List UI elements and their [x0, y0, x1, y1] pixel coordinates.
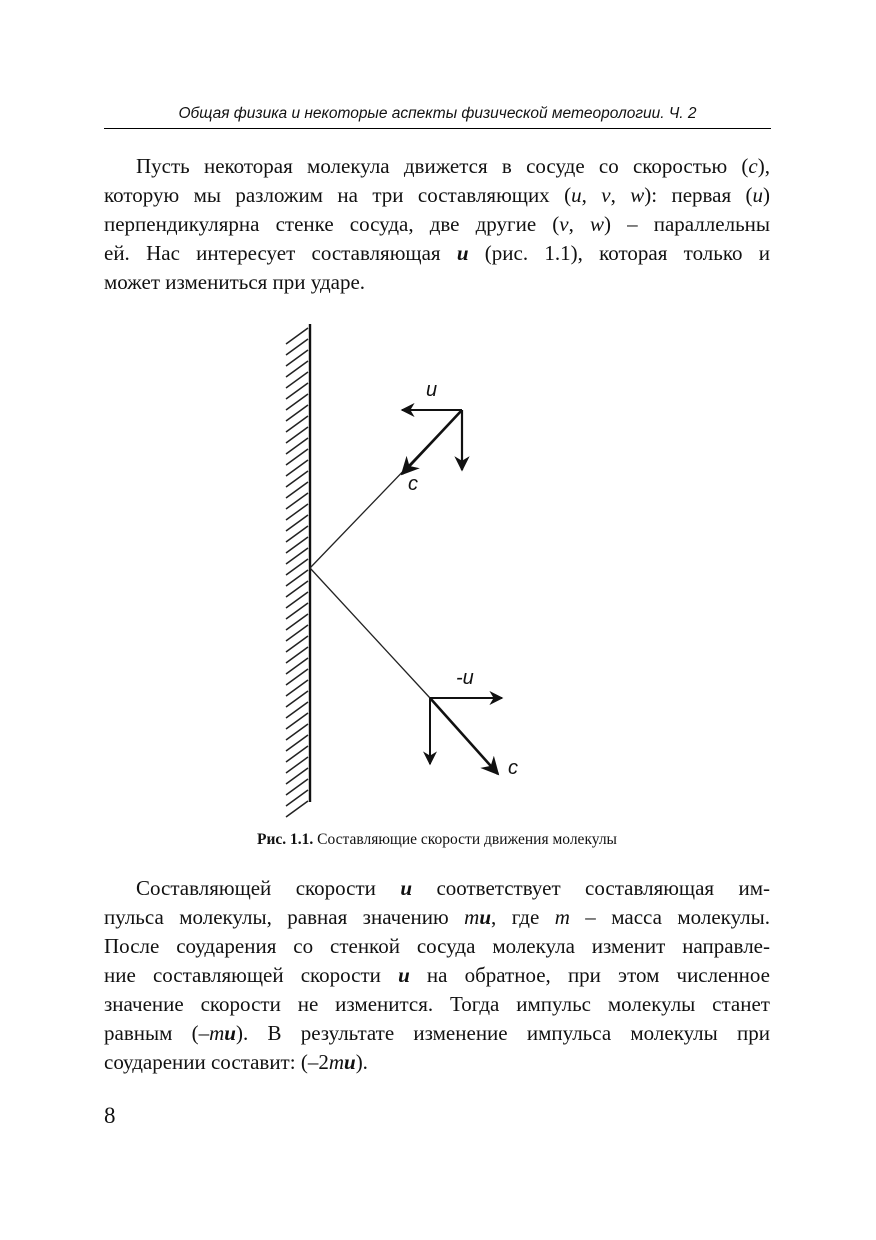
paragraph-line: перпендикулярна стенке сосуда, две другие (v, w) – параллельны: [104, 212, 770, 236]
caption-text: Составляющие скорости движения молекулы: [313, 831, 617, 848]
paragraph-line: Составляющей скорости u соответствует составляющая им-: [136, 876, 770, 900]
paragraph-line: ей. Нас интересует составляющая u (рис. 1.1), которая только и: [104, 241, 770, 265]
paragraph-line: Пусть некоторая молекула движется в сосуде со скоростью (c),: [136, 154, 770, 178]
figure-velocity-diagram: [258, 318, 618, 818]
paragraph-line: соударении составит: (–2mu).: [104, 1050, 368, 1074]
figure-caption: [104, 830, 770, 850]
paragraph-line: которую мы разложим на три составляющих (u, v, w): первая (u): [104, 183, 771, 207]
running-head: Общая физика и некоторые аспекты физической метеорологии. Ч. 2: [178, 105, 697, 122]
label-minus-u: -u: [456, 667, 474, 689]
arrow-c-top: [402, 410, 462, 474]
label-u: u: [426, 379, 438, 401]
caption-label: Рис. 1.1.: [257, 831, 314, 848]
arrow-c-bottom: [430, 698, 498, 774]
paragraph-momentum: [104, 874, 770, 1077]
label-c-bottom: c: [508, 757, 518, 779]
paragraph-line: может измениться при ударе.: [104, 270, 366, 294]
outgoing-trajectory: [310, 568, 430, 698]
wall-hatch-lines: [286, 328, 308, 817]
page-number: 8: [104, 1103, 116, 1128]
paragraph-line: После соударения со стенкой сосуда молекула изменит направле-: [104, 934, 770, 958]
paragraph-line: равным (–mu). В результате изменение импульса молекулы при: [104, 1021, 770, 1045]
paragraph-line: ние составляющей скорости u на обратное, при этом численное: [104, 963, 770, 987]
header-rule: [104, 128, 771, 129]
paragraph-intro: [104, 152, 770, 297]
paragraph-line: пульса молекулы, равная значению mu, где m – масса молекулы.: [104, 905, 770, 929]
paragraph-line: значение скорости не изменится. Тогда импульс молекулы станет: [104, 992, 770, 1016]
label-c-top: c: [408, 473, 418, 495]
